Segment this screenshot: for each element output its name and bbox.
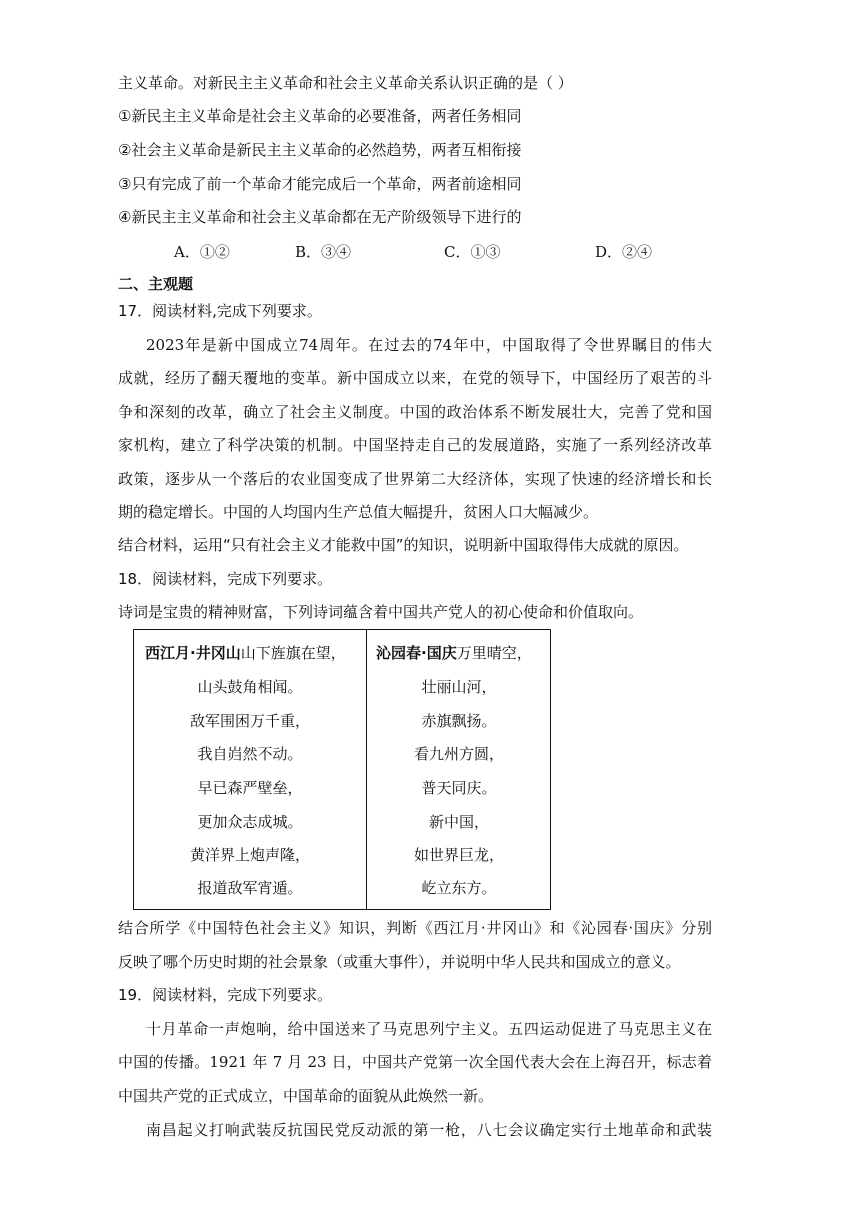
poem-left	[134, 630, 366, 909]
q19-paragraph-line: 中国的传播。1921 年 7 月 23 日，中国共产党第一次全国代表大会在上海召开，标志着	[118, 1053, 712, 1071]
q18-intro: 诗词是宝贵的精神财富，下列诗词蕴含着中国共产党人的初心使命和价值取向。	[118, 603, 644, 621]
q17-material-line: 2023年是新中国成立74周年。在过去的74年中，中国取得了令世界瞩目的伟大	[146, 336, 712, 354]
poem-left-line: 山头鼓角相闻。	[197, 678, 303, 696]
poem-left-line: 我自岿然不动。	[197, 745, 303, 763]
q17-material-line: 家机构，建立了科学决策的机制。中国坚持走自己的发展道路，实施了一系列经济改革	[118, 436, 712, 454]
poem-right-line: 屹立东方。	[421, 879, 497, 897]
option-b[interactable]: B．③④	[295, 243, 352, 261]
q17-label: 17．阅读材料,完成下列要求。	[118, 302, 322, 320]
q16-statement-3: ③只有完成了前一个革命才能完成后一个革命，两者前途相同	[118, 175, 522, 193]
q19-paragraph-line: 南昌起义打响武装反抗国民党反动派的第一枪，八七会议确定实行土地革命和武装	[146, 1121, 712, 1139]
section-title: 二、主观题	[118, 275, 194, 293]
q19-label: 19．阅读材料，完成下列要求。	[118, 986, 333, 1004]
poem-right-line: 普天同庆。	[421, 779, 497, 797]
q17-material-line: 政策，逐步从一个落后的农业国变成了世界第二大经济体，实现了快速的经济增长和长	[118, 470, 712, 488]
poem-left-title: 西江月·井冈山	[145, 644, 241, 662]
q16-options	[174, 241, 694, 261]
poem-left-first-line: 山下旌旗在望，	[240, 644, 346, 662]
poem-right-line: 壮丽山河，	[421, 678, 497, 696]
poem-right	[367, 630, 551, 909]
q16-statement-2: ②社会主义革命是新民主主义革命的必然趋势，两者互相衔接	[118, 141, 522, 159]
poem-right-first-line: 万里晴空，	[456, 644, 532, 662]
poem-right-line: 赤旗飘扬。	[421, 712, 497, 730]
q17-material-line: 成就，经历了翻天覆地的变革。新中国成立以来，在党的领导下，中国经历了艰苦的斗	[118, 369, 712, 387]
q18-requirement-line: 结合所学《中国特色社会主义》知识，判断《西江月·井冈山》和《沁园春·国庆》分别	[118, 919, 712, 937]
q19-paragraph-line: 中国共产党的正式成立，中国革命的面貌从此焕然一新。	[118, 1087, 494, 1105]
poem-left-line: 更加众志成城。	[197, 813, 303, 831]
poem-left-line: 敌军围困万千重，	[189, 712, 310, 730]
q16-statement-4: ④新民主主义革命和社会主义革命都在无产阶级领导下进行的	[118, 208, 522, 226]
q18-requirement-line: 反映了哪个历史时期的社会景象（或重大事件），并说明中华人民共和国成立的意义。	[118, 953, 681, 971]
poem-right-line: 如世界巨龙，	[413, 846, 504, 864]
poem-right-line: 看九州方圆，	[413, 745, 504, 763]
option-d[interactable]: D．②④	[595, 243, 653, 261]
q17-requirement: 结合材料，运用“只有社会主义才能救中国”的知识，说明新中国取得伟大成就的原因。	[118, 536, 689, 554]
q16-stem: 主义革命。对新民主主义革命和社会主义革命关系认识正确的是（ ）	[118, 74, 573, 92]
poem-right-line: 新中国，	[428, 813, 489, 831]
poem-table	[133, 629, 551, 910]
poem-left-line: 报道敌军宵遁。	[197, 879, 303, 897]
poem-right-title: 沁园春·国庆	[376, 644, 457, 662]
option-c[interactable]: C．①③	[444, 243, 501, 261]
poem-left-line: 早已森严壁垒，	[197, 779, 303, 797]
q16-statement-1: ①新民主主义革命是社会主义革命的必要准备，两者任务相同	[118, 107, 522, 125]
q17-material-line: 争和深刻的改革，确立了社会主义制度。中国的政治体系不断发展壮大，完善了党和国	[118, 403, 712, 421]
q18-label: 18．阅读材料，完成下列要求。	[118, 570, 333, 588]
option-a[interactable]: A．①②	[174, 243, 230, 261]
q19-paragraph-line: 十月革命一声炮响，给中国送来了马克思列宁主义。五四运动促进了马克思主义在	[146, 1020, 712, 1038]
q17-material-line: 期的稳定增长。中国的人均国内生产总值大幅提升，贫困人口大幅减少。	[118, 503, 599, 521]
poem-left-line: 黄洋界上炮声隆，	[189, 846, 310, 864]
